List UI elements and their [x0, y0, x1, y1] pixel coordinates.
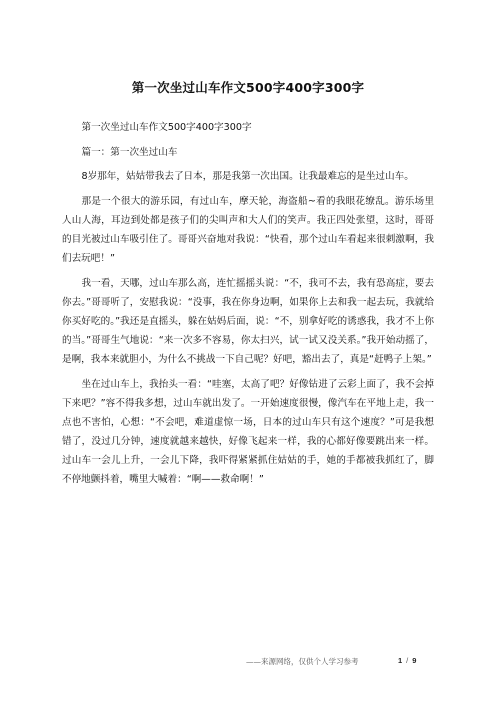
page-number [398, 656, 416, 665]
paragraph: 那是一个很大的游乐园，有过山车，摩天轮，海盗船~看的我眼花缭乱。游乐场里人山人海，耳边到处都是孩子们的尖叫声和大人们的笑声。我正四处张望，这时，哥哥的目光被过山车吸引住了。哥哥兴奋地对我说：“快看，那个过山车看起来很刺激啊，我们去玩吧！” [62, 195, 434, 265]
paragraph-heading: 第一次坐过山车作文500字400字300字 [81, 122, 252, 133]
page-current: 1 [398, 656, 403, 665]
page-separator: / [406, 656, 409, 665]
paragraph: 坐在过山车上，我抬头一看：“哇塞，太高了吧？好像钻进了云彩上面了，我不会掉下来吧？”容不得我多想，过山车就出发了。一开始速度很慢，像汽车在平地上走，我一点也不害怕，心想：“不会吧，难道虚惊一场，日本的过山车只有这个速度？”可是我想错了，没过几分钟，速度就越来越快，好像飞起来一样，我的心都好像要跳出来一样。过山车一会儿上升，一会儿下降，我吓得紧紧抓住姑姑的手，她的手都被我抓红了，脚不停地颤抖着，嘴里大喊着：“啊——救命啊！” [62, 378, 434, 486]
paragraph-section-title: 篇一：第一次坐过山车 [81, 146, 178, 158]
page-total: 9 [412, 656, 417, 665]
document-title: 第一次坐过山车作文500字400字300字 [131, 80, 365, 95]
document-body [62, 118, 434, 495]
page-footer [0, 656, 496, 670]
paragraph: 8岁那年，姑姑带我去了日本，那是我第一次出国。让我最难忘的是坐过山车。 [81, 171, 414, 183]
footer-source-note: ——来源网络，仅供个人学习参考 [246, 657, 359, 666]
paragraph: 我一看，天哪，过山车那么高，连忙摇摇头说：“不，我可不去，我有恐高症，要去你去。”哥哥听了，安慰我说：“没事，我在你身边啊，如果你上去和我一起去玩，我就给你买好吃的。”我还是直摇头，躲在姑妈后面，说：“不，别拿好吃的诱惑我，我才不上你的当。”哥哥生气地说：“来一次多不容易，你太扫兴，试一试又没关系。”我开始动摇了，是啊，我本来就胆小，为什么不挑战一下自己呢？好吧，豁出去了，真是“赶鸭子上架。” [62, 277, 434, 366]
